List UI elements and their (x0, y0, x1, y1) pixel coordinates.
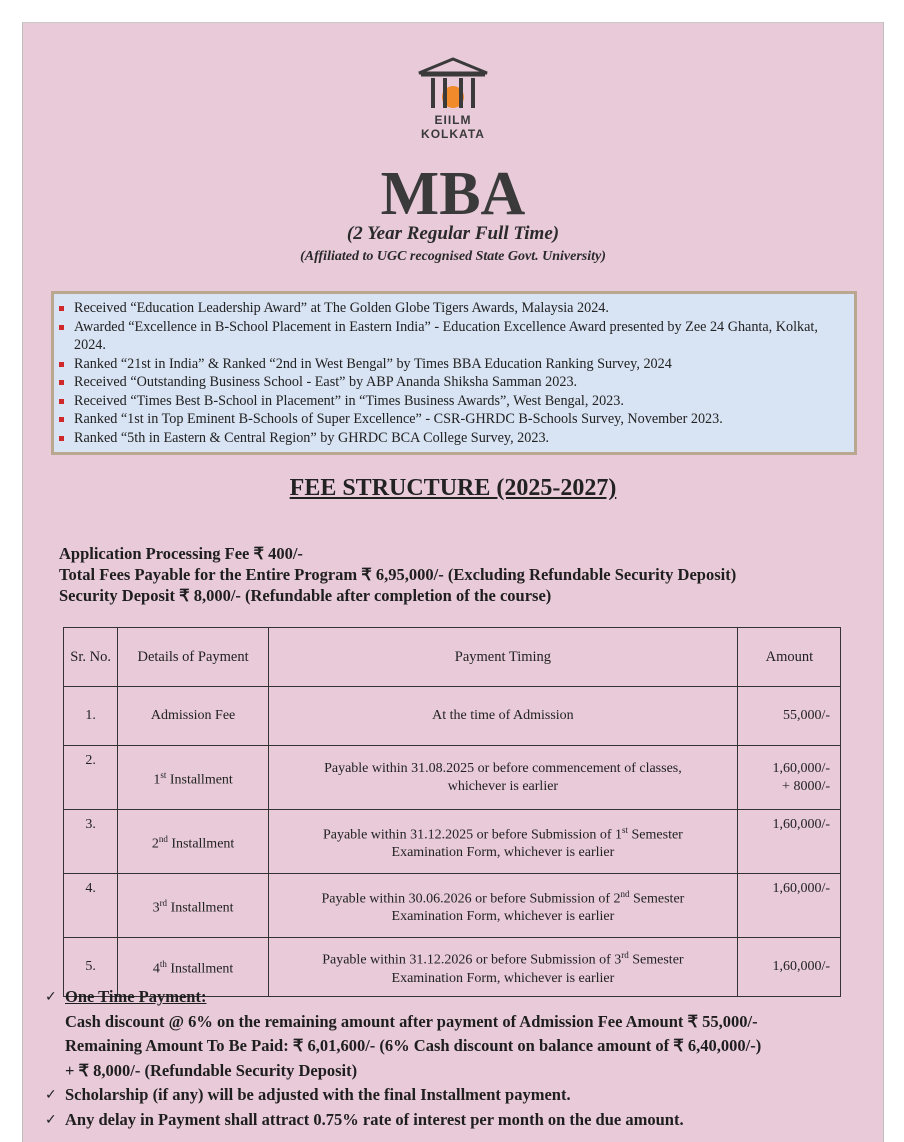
red-bullet-icon (59, 325, 64, 330)
table-header-row (64, 628, 841, 687)
one-time-payment-note (45, 985, 761, 1010)
logo-city: KOLKATA (421, 127, 485, 141)
award-item: Awarded “Excellence in B-School Placement in Eastern India” - Education Excellence Award presented by Zee 24 Ghanta, Kolkat, 2024. (68, 318, 844, 355)
red-bullet-icon (59, 436, 64, 441)
table-row: 4. 3rd Installment Payable within 30.06.2026 or before Submission of 2nd Semester Examination Form, whichever is earlier 1,60,000/- (64, 874, 841, 938)
eiilm-logo (411, 55, 495, 141)
fee-table (63, 627, 841, 997)
award-item: Ranked “1st in Top Eminent B-Schools of Super Excellence” - CSR-GHRDC B-Schools Survey, November 2023. (68, 410, 844, 429)
award-item: Ranked “5th in Eastern & Central Region” by GHRDC BCA College Survey, 2023. (68, 429, 844, 448)
header-sr-no: Sr. No. (64, 628, 118, 687)
red-bullet-icon (59, 417, 64, 422)
one-time-line: Remaining Amount To Be Paid: ₹ 6,01,600/- (6% Cash discount on balance amount of ₹ 6,40,000/-) (65, 1036, 762, 1055)
fee-structure-title: FEE STRUCTURE (2025-2027) (289, 475, 617, 501)
red-bullet-icon (59, 362, 64, 367)
award-item: Received “Outstanding Business School - East” by ABP Ananda Shiksha Samman 2023. (68, 373, 844, 392)
total-fees: Total Fees Payable for the Entire Program ₹ 6,95,000/- (Excluding Refundable Security Deposit) (59, 565, 737, 584)
application-fee: Application Processing Fee ₹ 400/- (59, 544, 303, 563)
brochure-page (22, 22, 884, 1142)
delay-note: ✓ Any delay in Payment shall attract 0.75% rate of interest per month on the due amount. (45, 1108, 761, 1133)
table-row: 3. 2nd Installment Payable within 31.12.2025 or before Submission of 1st Semester Examination Form, whichever is earlier 1,60,000/- (64, 810, 841, 874)
checkmark-icon: ✓ (45, 1087, 57, 1103)
payment-notes (45, 985, 761, 1132)
affiliation-note: (Affiliated to UGC recognised State Govt. University) (300, 249, 606, 264)
scholarship-note: ✓ Scholarship (if any) will be adjusted with the final Installment payment. (45, 1083, 761, 1108)
red-bullet-icon (59, 399, 64, 404)
header-details: Details of Payment (118, 628, 269, 687)
program-title: MBA (380, 160, 526, 228)
fee-summary (59, 543, 736, 606)
red-bullet-icon (59, 306, 64, 311)
awards-box (51, 291, 857, 455)
one-time-title: One Time Payment: (65, 987, 207, 1006)
one-time-line: Cash discount @ 6% on the remaining amount after payment of Admission Fee Amount ₹ 55,000/- (65, 1011, 758, 1031)
table-row: 2. 1st Installment Payable within 31.08.2025 or before commencement of classes, whichever is earlier 1,60,000/- + 8000/- (64, 746, 841, 810)
award-item: Received “Education Leadership Award” at The Golden Globe Tigers Awards, Malaysia 2024. (68, 299, 844, 318)
logo-name: EIILM (434, 113, 472, 127)
institution-building-icon (411, 55, 495, 115)
table-row: 5. 4th Installment Payable within 31.12.2026 or before Submission of 3rd Semester Examination Form, whichever is earlier 1,60,000/- (64, 938, 841, 997)
header-amount: Amount (737, 628, 840, 687)
checkmark-icon: ✓ (45, 989, 57, 1005)
header-timing: Payment Timing (268, 628, 737, 687)
award-item: Received “Times Best B-School in Placement” in “Times Business Awards”, West Bengal, 2023. (68, 392, 844, 411)
program-subtitle: (2 Year Regular Full Time) (346, 223, 560, 244)
award-item: Ranked “21st in India” & Ranked “2nd in West Bengal” by Times BBA Education Ranking Survey, 2024 (68, 355, 844, 374)
security-deposit: Security Deposit ₹ 8,000/- (Refundable after completion of the course) (59, 586, 552, 605)
one-time-line: + ₹ 8,000/- (Refundable Security Deposit) (65, 1060, 358, 1080)
checkmark-icon: ✓ (45, 1111, 57, 1128)
table-row: 1. Admission Fee At the time of Admission 55,000/- (64, 687, 841, 746)
red-bullet-icon (59, 380, 64, 385)
